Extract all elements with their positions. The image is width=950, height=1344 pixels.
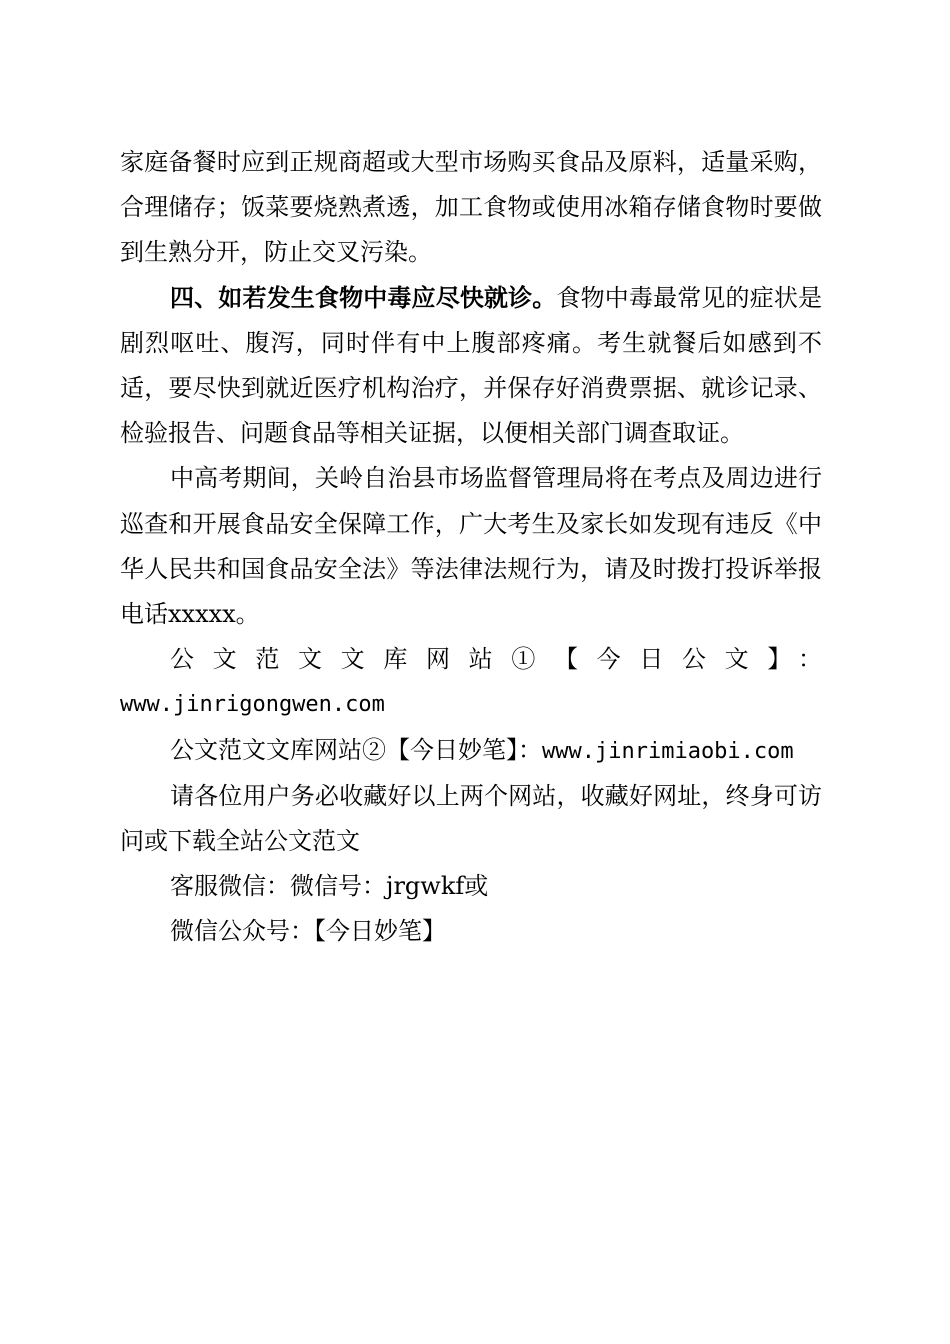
paragraph-home-cooking: 家庭备餐时应到正规商超或大型市场购买食品及原料，适量采购，合理储存；饭菜要烧熟煮透，加工食物或使用冰箱存储食物时要做到生熟分开，防止交叉污染。 (120, 148, 822, 267)
section-heading-four: 四、如若发生食物中毒应尽快就诊。 (170, 283, 557, 312)
paragraph-food-poisoning (120, 276, 822, 457)
bookmark-notice: 请各位用户务必收藏好以上两个网站，收藏好网址，终身可访问或下载全站公文范文 (120, 781, 822, 856)
wechat-service: 客服微信：微信号：jrgwkf或 (170, 872, 489, 901)
site2-label: 公文范文文库网站②【今日妙笔】： (170, 735, 542, 764)
document-page (120, 140, 822, 955)
food-poisoning-body: 食物中毒最常见的症状是剧烈呕吐、腹泻，同时伴有中上腹部疼痛。考生就餐后如感到不适，要尽快到就近医疗机构治疗，并保存好消费票据、就诊记录、检验报告、问题食品等相关证据，以便相关部门调查取证。 (120, 283, 823, 448)
wechat-official-account: 微信公众号：【今日妙笔】 (170, 917, 446, 946)
site1-label: 公文范文文库网站①【今日公文】： (170, 645, 822, 674)
paragraph-exam-period: 中高考期间，关岭自治县市场监督管理局将在考点及周边进行巡查和开展食品安全保障工作，广大考生及家长如发现有违反《中华人民共和国食品安全法》等法律法规行为，请及时拨打投诉举报电话xxxxx。 (120, 464, 822, 629)
site1-url: www.jinrigongwen.com (120, 692, 385, 718)
site2-line (120, 728, 822, 774)
site2-url: www.jinrimiaobi.com (542, 738, 794, 764)
